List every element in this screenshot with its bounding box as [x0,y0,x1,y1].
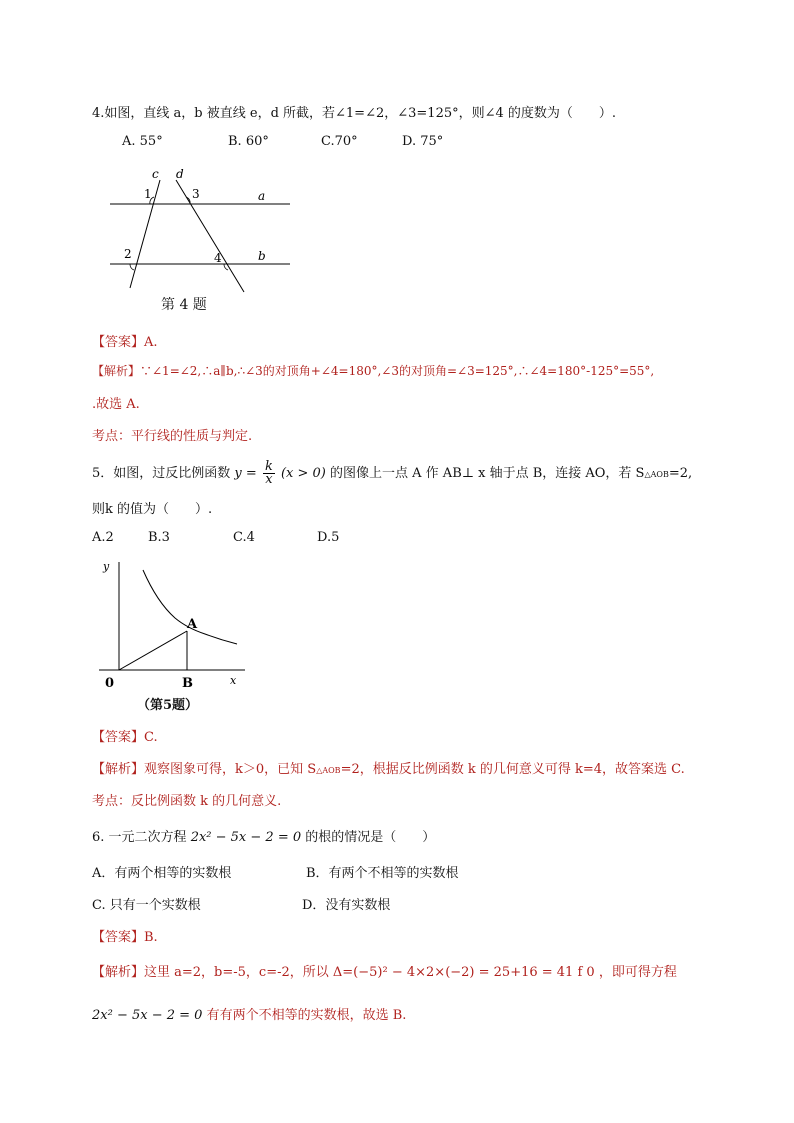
q5-func-condition: (x > 0) [280,466,326,481]
q4-figure-caption: 第 4 题 [161,297,207,313]
q5-func-denominator: x [265,472,273,487]
q5-option-d: D.5 [317,530,340,545]
label-angle-4: 4 [214,251,222,265]
q5-stem-suffix: 的图像上一点 A 作 AB⊥ x 轴于点 B，连接 AO，若 S [330,466,645,481]
angle2-arc [130,264,134,270]
hyperbola-curve [143,570,237,644]
q6-analysis-formula: Δ=(−5)² − 4×2×(−2) = 25+16 = 41 f 0 [332,965,595,980]
q6-stem [92,826,435,845]
q4-option-c: C.70° [321,134,358,149]
q5-option-c: C.4 [233,530,255,545]
q6-analysis-line2 [92,1004,406,1023]
q6-option-b: B．有两个不相等的实数根 [306,866,459,881]
q6-answer: 【答案】B. [92,930,158,945]
q6-analysis-equation: 2x² − 5x − 2 = 0 [92,1008,203,1023]
q6-analysis-rest: 有有两个不相等的实数根，故选 B. [206,1008,407,1023]
segment-ao [119,631,187,670]
q6-analysis-prefix: 【解析】这里 a=2，b=-5，c=-2，所以 [92,965,329,980]
q4-stem: 4.如图，直线 a，b 被直线 e，d 所截，若∠1=∠2，∠3=125°，则∠4 的度数为（ ）. [92,106,617,121]
q5-stem-line2: 则k 的值为（ ）. [92,502,213,517]
q5-analysis-suffix: =2，根据反比例函数 k 的几何意义可得 k=4，故答案选 C. [340,762,685,777]
label-angle-2: 2 [124,247,132,261]
label-point-a: A [187,617,198,632]
q6-analysis-suffix: ，即可得方程 [598,965,677,980]
q5-analysis-prefix: 【解析】观察图象可得，k＞0，已知 S [92,762,317,777]
q4-option-b: B. 60° [228,134,269,149]
q4-point: 考点：平行线的性质与判定. [92,429,253,444]
label-angle-3: 3 [192,187,200,201]
q5-figure-caption: （第5题） [137,698,199,713]
q4-analysis-line1: 【解析】∵∠1=∠2,∴a∥b,∴∠3的对顶角+∠4=180°,∠3的对顶角=∠3=125°,∴∠4=180°-125°=55°, [92,364,655,378]
q6-option-c: C. 只有一个实数根 [92,898,201,913]
label-point-b: B [182,676,193,691]
q4-analysis-line2: .故选 A. [92,397,140,412]
label-c: c [152,167,159,181]
q4-option-a: A. 55° [122,134,163,149]
q5-point: 考点：反比例函数 k 的几何意义. [92,794,282,809]
q5-stem-end: =2, [668,466,693,481]
q5-stem [92,461,692,486]
label-y: y [103,560,110,573]
q6-stem-suffix: 的根的情况是（ ） [305,830,436,845]
q5-option-b: B.3 [148,530,170,545]
label-origin: 0 [105,676,115,691]
q5-analysis [92,758,685,777]
q6-stem-prefix: 6. 一元二次方程 [92,830,187,845]
q5-func-y: y = [234,466,257,481]
q5-fraction [263,461,275,486]
q5-answer: 【答案】C. [92,730,158,745]
q5-func-numerator: k [264,459,273,474]
label-d: d [176,167,184,181]
q5-stem-sub: △AOB [644,470,669,479]
label-angle-1: 1 [144,187,152,201]
q6-analysis-line1 [92,961,677,980]
q5-figure [95,556,255,716]
q6-equation: 2x² − 5x − 2 = 0 [190,830,302,845]
q5-stem-prefix: 5．如图，过反比例函数 [92,466,231,481]
label-a: a [258,189,266,203]
q5-option-a: A.2 [92,530,114,545]
q6-option-d: D．没有实数根 [302,898,391,913]
label-b: b [258,249,266,263]
q5-analysis-sub: △AOB [316,766,341,775]
label-x: x [230,674,237,687]
q4-answer: 【答案】A. [92,335,158,350]
q4-option-d: D. 75° [402,134,444,149]
q6-option-a: A．有两个相等的实数根 [92,866,232,881]
